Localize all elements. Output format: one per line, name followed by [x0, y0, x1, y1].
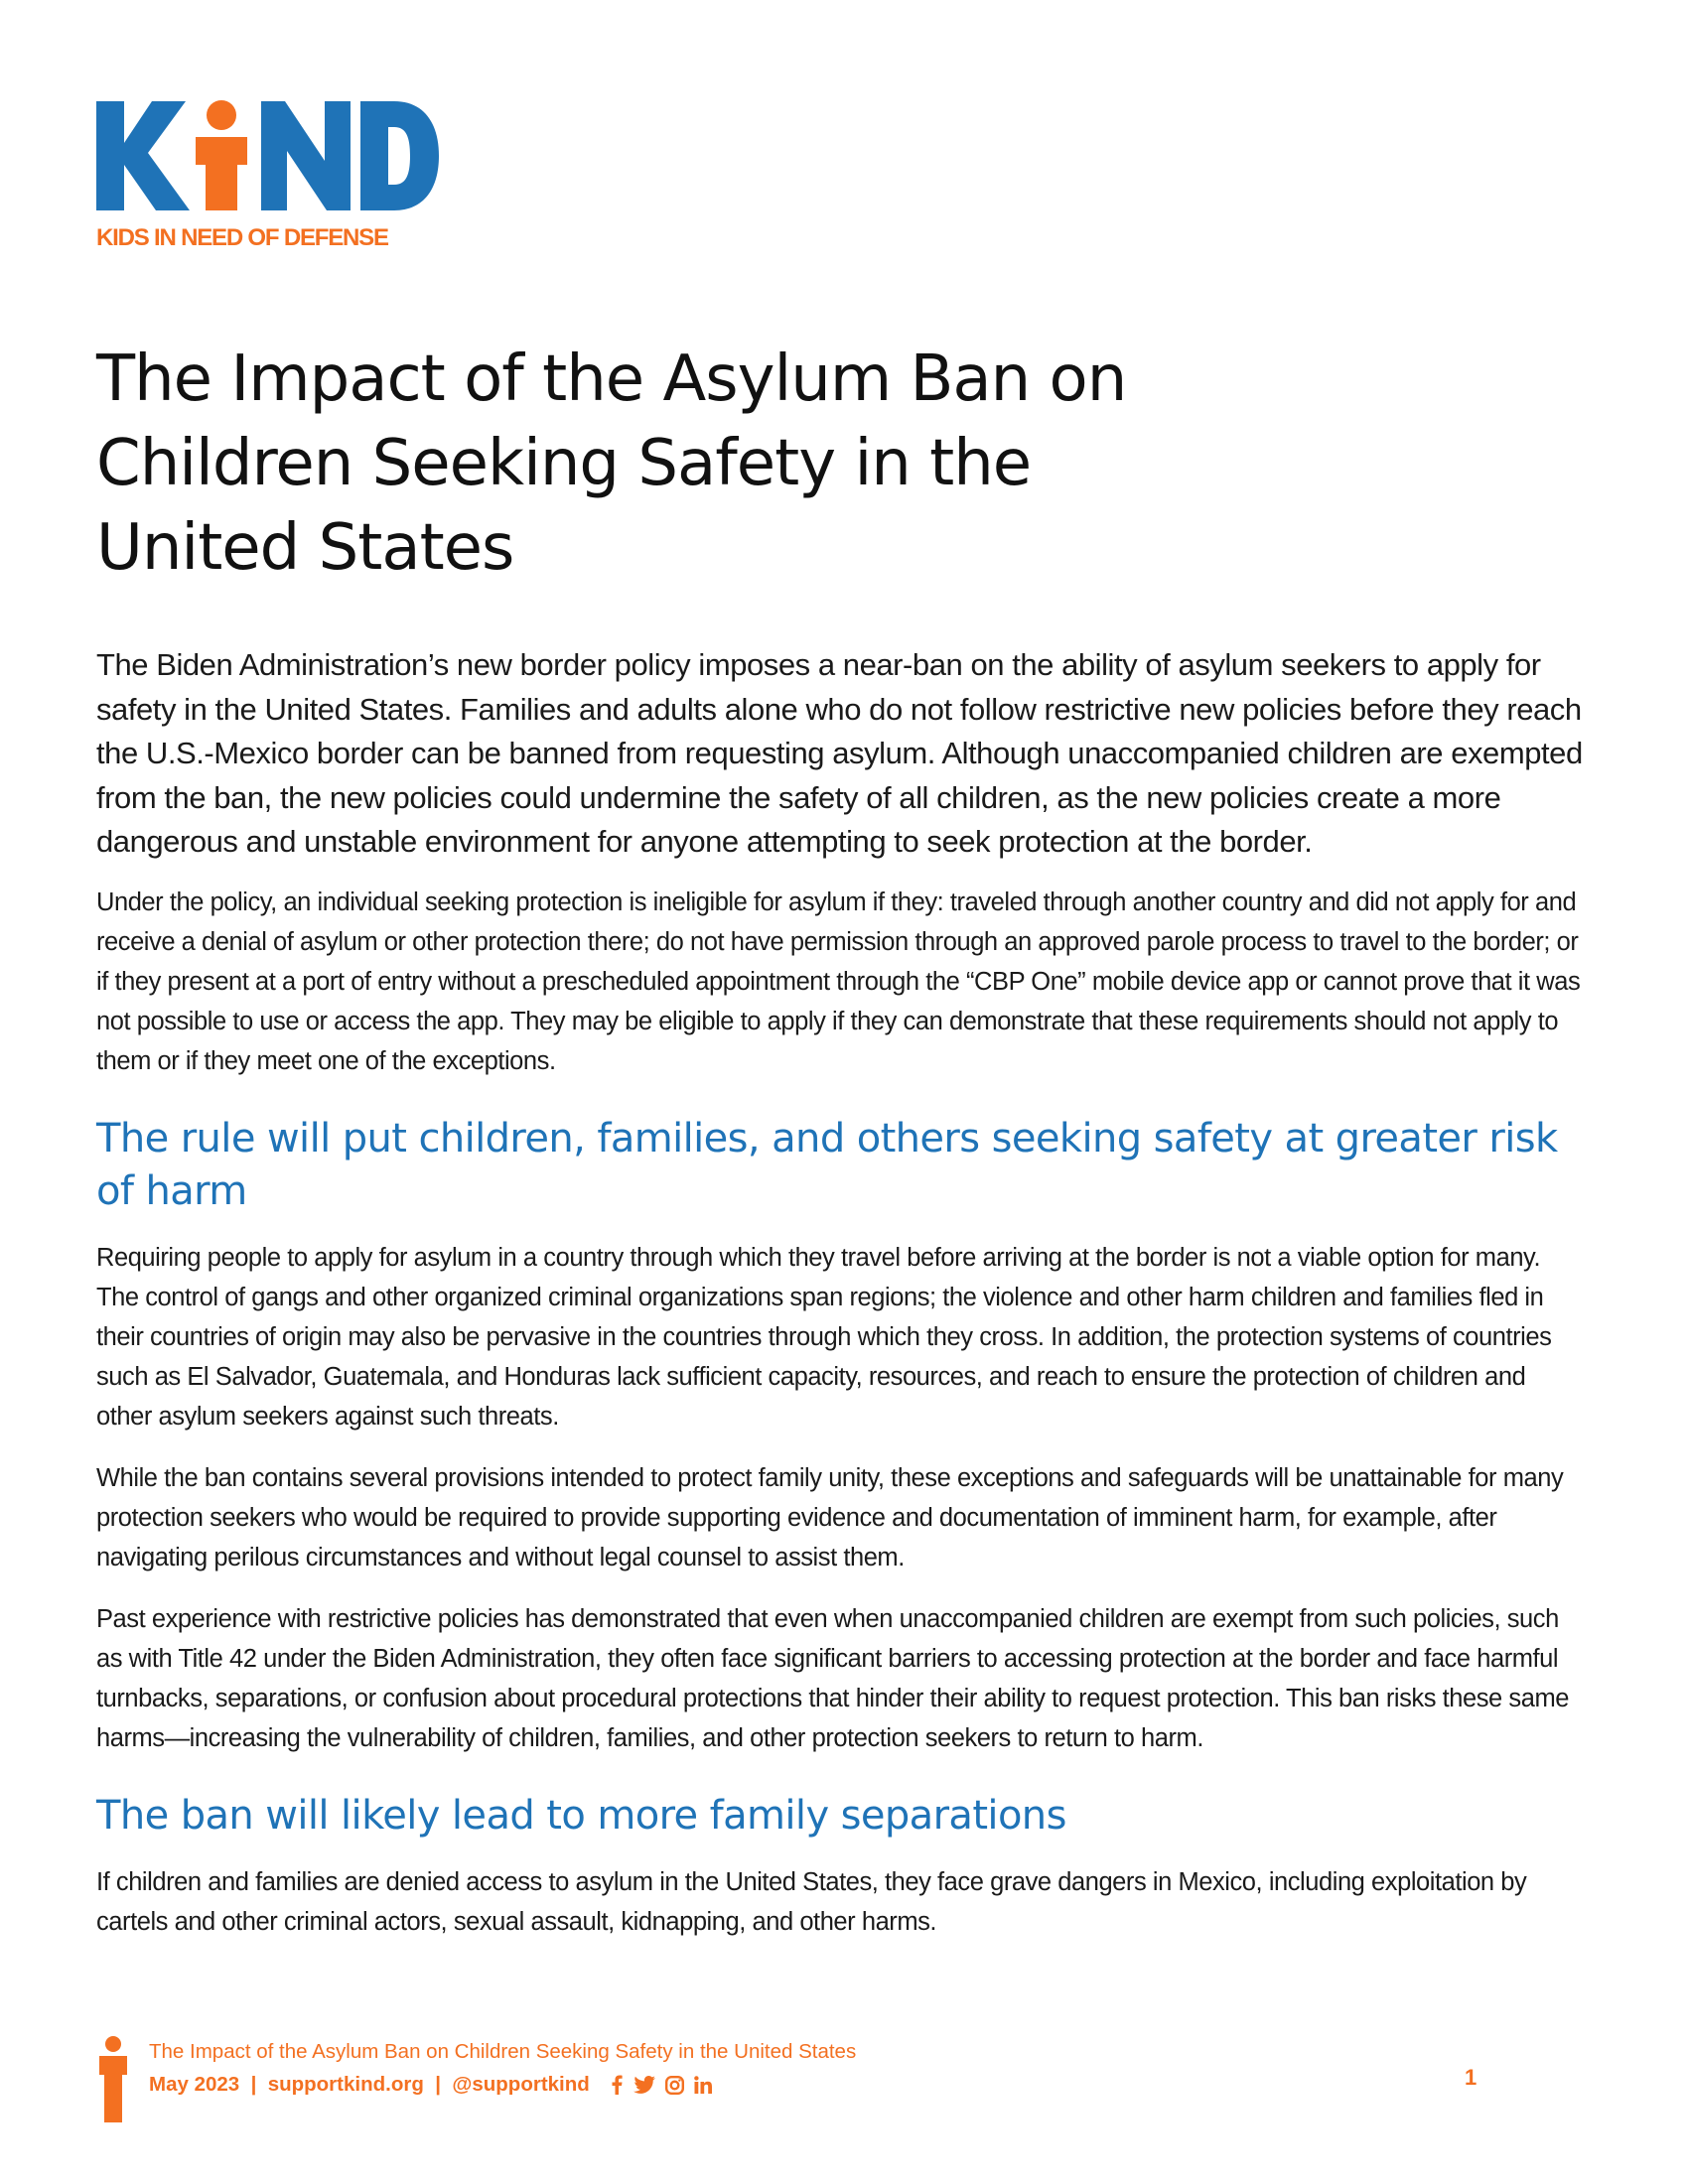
logo-letter-d — [360, 101, 439, 210]
page-number: 1 — [1465, 2065, 1477, 2090]
facebook-icon[interactable] — [610, 2075, 624, 2095]
body-paragraph: While the ban contains several provisions intended to protect family unity, these exceptions and safeguards will be unattainable for many protection seekers who would be required to provide supporting evidence and documentation of imminent harm, for example, after navigating perilous circumstances and without legal counsel to assist them. — [96, 1463, 1564, 1571]
logo-letter-k — [96, 101, 190, 210]
instagram-icon[interactable] — [665, 2076, 684, 2095]
intro-paragraph: The Biden Administration’s new border policy imposes a near-ban on the ability of asylum seekers to apply for safety in the United States. Families and adults alone who do not follow restrictive new policies before they reach the U.S.-Mexico border can be banned from requesting asylum. Although unaccompanied children are exempted from the ban, the new policies could undermine the safety of all children, as the new policies create a more dangerous and unstable environment for anyone attempting to seek protection at the border. — [96, 647, 1583, 859]
social-links — [610, 2075, 722, 2095]
body-paragraph: Requiring people to apply for asylum in a country through which they travel before arriving at the border is not a viable option for many. The control of gangs and other organized criminal organizations span regions; the violence and other harm children and families fled in their countries of origin may also be pervasive in the countries through which they cross. In addition, the protection systems of countries such as El Salvador, Guatemala, and Honduras lack sufficient capacity, resources, and reach to ensure the protection of children and other asylum seekers against such threats. — [96, 1243, 1552, 1431]
body-paragraph: If children and families are denied access to asylum in the United States, they face grave dangers in Mexico, including exploitation by cartels and other criminal actors, sexual assault, kidnapping, and other harms. — [96, 1867, 1527, 1936]
kind-logo — [96, 97, 439, 251]
footer-meta-line — [149, 2073, 722, 2097]
policy-paragraph: Under the policy, an individual seeking protection is ineligible for asylum if they: traveled through another country and did not apply for and receive a denial of asylum or other protection there; do not have permission through an approved parole process to travel to the border; or if they present at a port of entry without a prescheduled appointment through the “CBP One” mobile device app or cannot prove that it was not possible to use or access the app. They may be eligible to apply if they can demonstrate that these requirements should not apply to them or if they meet one of the exceptions. — [96, 887, 1581, 1075]
page-footer — [96, 2035, 1586, 2134]
footer-title: The Impact of the Asylum Ban on Children Seeking Safety in the United States — [149, 2040, 857, 2063]
kind-figure-icon — [96, 2035, 130, 2124]
twitter-icon[interactable] — [633, 2076, 655, 2094]
logo-letter-n — [261, 101, 351, 210]
kind-wordmark — [96, 97, 439, 216]
page-title: The Impact of the Asylum Ban on Children Seeking Safety in the United States — [96, 342, 1127, 585]
linkedin-icon[interactable] — [694, 2076, 712, 2094]
document-body — [96, 643, 1586, 1964]
body-paragraph: Past experience with restrictive policies has demonstrated that even when unaccompanied children are exempt from such policies, such as with Title 42 under the Biden Administration, they often face significant barriers to accessing protection at the border and face harmful turnbacks, separations, or confusion about procedural protections that hinder their ability to request protection. This ban risks these same harms—increasing the vulnerability of children, families, and other protection seekers to return to harm. — [96, 1604, 1569, 1752]
section-heading-separations: The ban will likely lead to more family separations — [96, 1792, 1066, 1839]
logo-tagline: KIDS IN NEED OF DEFENSE — [96, 224, 388, 251]
logo-figure-body — [196, 137, 247, 210]
section-heading-risk: The rule will put children, families, and others seeking safety at greater risk of harm — [96, 1115, 1558, 1214]
logo-figure-head — [207, 100, 236, 130]
footer-meta: May 2023 | supportkind.org | @supportkind — [149, 2073, 590, 2096]
